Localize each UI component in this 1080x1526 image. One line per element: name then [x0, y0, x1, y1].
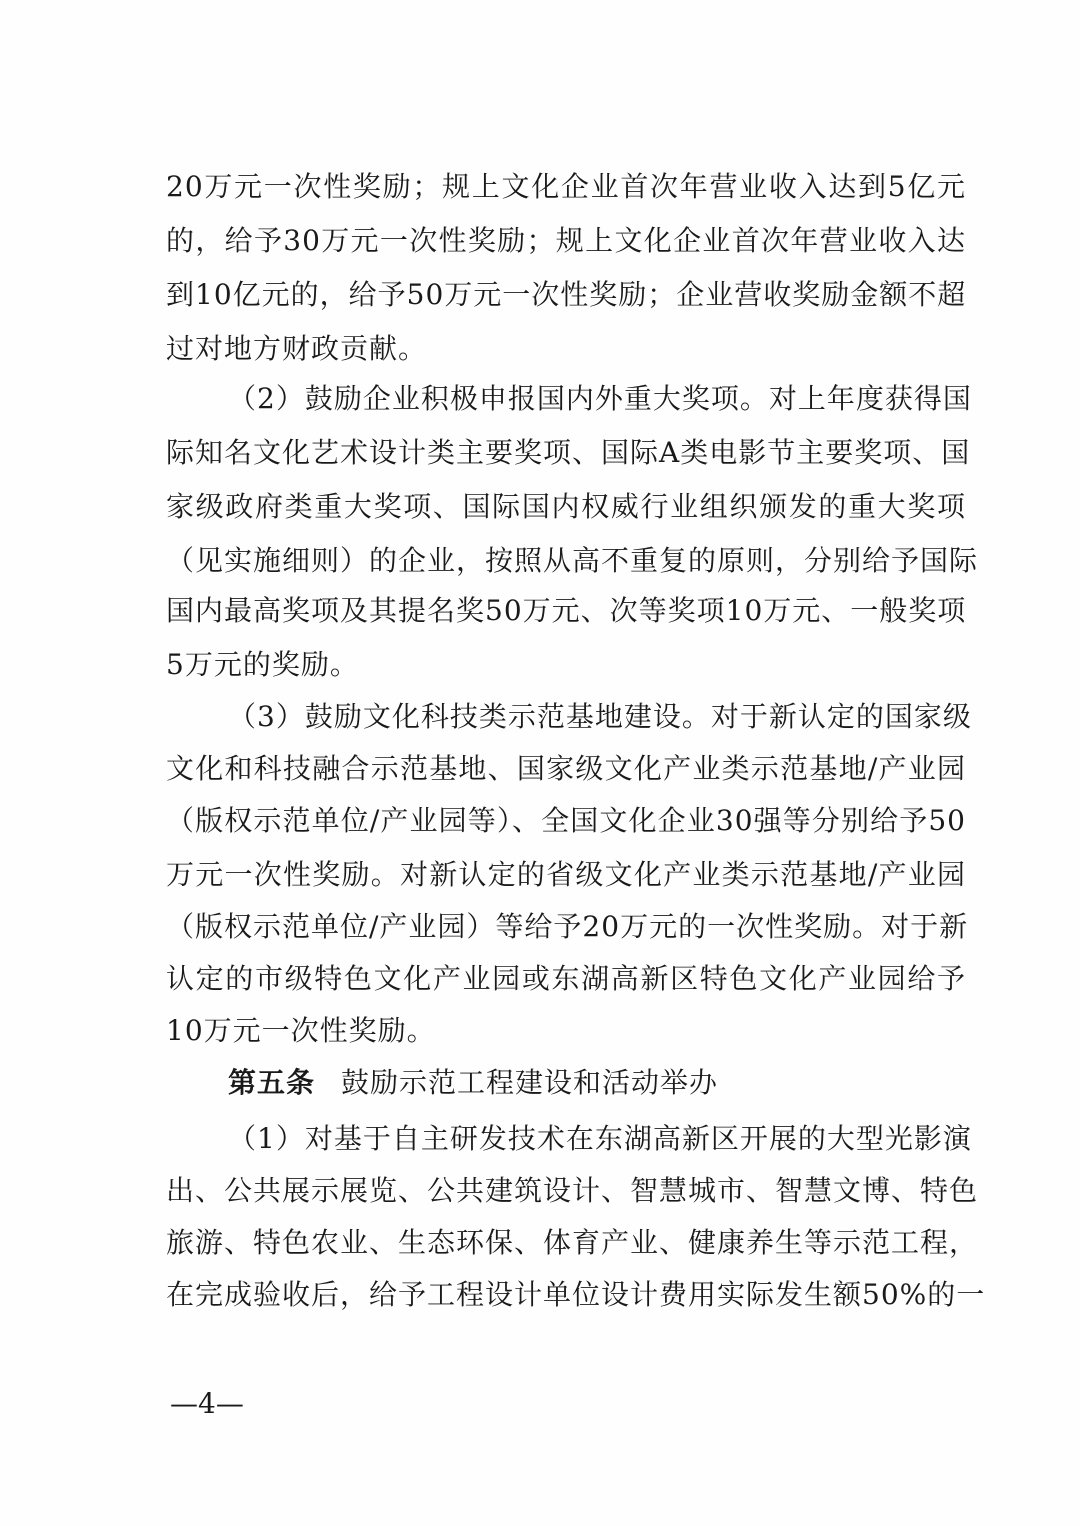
- page-number: —4—: [170, 1387, 244, 1420]
- article-5-item-1-line-2: 出、公共展示展览、公共建筑设计、智慧城市、智慧文博、特色: [166, 1174, 979, 1207]
- article-5-item-1-line-1: （1）对基于自主研发技术在东湖高新区开展的大型光影演: [228, 1122, 972, 1155]
- item-2-line-6: 5万元的奖励。: [166, 648, 359, 681]
- article-5-item-1-line-3: 旅游、特色农业、生态环保、体育产业、健康养生等示范工程，: [166, 1226, 979, 1259]
- item-3-line-4: 万元一次性奖励。对新认定的省级文化产业类示范基地/产业园: [166, 858, 966, 891]
- article-label: 第五条: [228, 1066, 316, 1099]
- item-3-line-3: （版权示范单位/产业园等）、全国文化企业30强等分别给予50: [166, 804, 966, 837]
- body-line-4: 过对地方财政贡献。: [166, 332, 428, 365]
- item-2-line-4: （见实施细则）的企业，按照从高不重复的原则，分别给予国际: [166, 544, 979, 577]
- body-line-2: 的，给予30万元一次性奖励；规上文化企业首次年营业收入达: [166, 224, 966, 257]
- item-3-line-7: 10万元一次性奖励。: [166, 1014, 436, 1047]
- article-title: 鼓励示范工程建设和活动举办: [341, 1066, 719, 1099]
- item-2-line-2: 际知名文化艺术设计类主要奖项、国际A类电影节主要奖项、国: [166, 436, 971, 469]
- item-2-line-3: 家级政府类重大奖项、国际国内权威行业组织颁发的重大奖项: [166, 490, 966, 523]
- item-2-line-5: 国内最高奖项及其提名奖50万元、次等奖项10万元、一般奖项: [166, 594, 967, 627]
- item-3-line-6: 认定的市级特色文化产业园或东湖高新区特色文化产业园给予: [166, 962, 966, 995]
- item-3-line-2: 文化和科技融合示范基地、国家级文化产业类示范基地/产业园: [166, 752, 966, 785]
- article-5-item-1-line-4: 在完成验收后，给予工程设计单位设计费用实际发生额50%的一: [166, 1278, 986, 1311]
- item-2-line-1: （2）鼓励企业积极申报国内外重大奖项。对上年度获得国: [228, 382, 972, 415]
- article-heading: [228, 1056, 718, 1110]
- item-3-line-1: （3）鼓励文化科技类示范基地建设。对于新认定的国家级: [228, 700, 972, 733]
- item-3-line-5: （版权示范单位/产业园）等给予20万元的一次性奖励。对于新: [166, 910, 969, 943]
- body-line-3: 到10亿元的，给予50万元一次性奖励；企业营收奖励金额不超: [166, 278, 967, 311]
- body-line-1: 20万元一次性奖励；规上文化企业首次年营业收入达到5亿元: [166, 170, 966, 203]
